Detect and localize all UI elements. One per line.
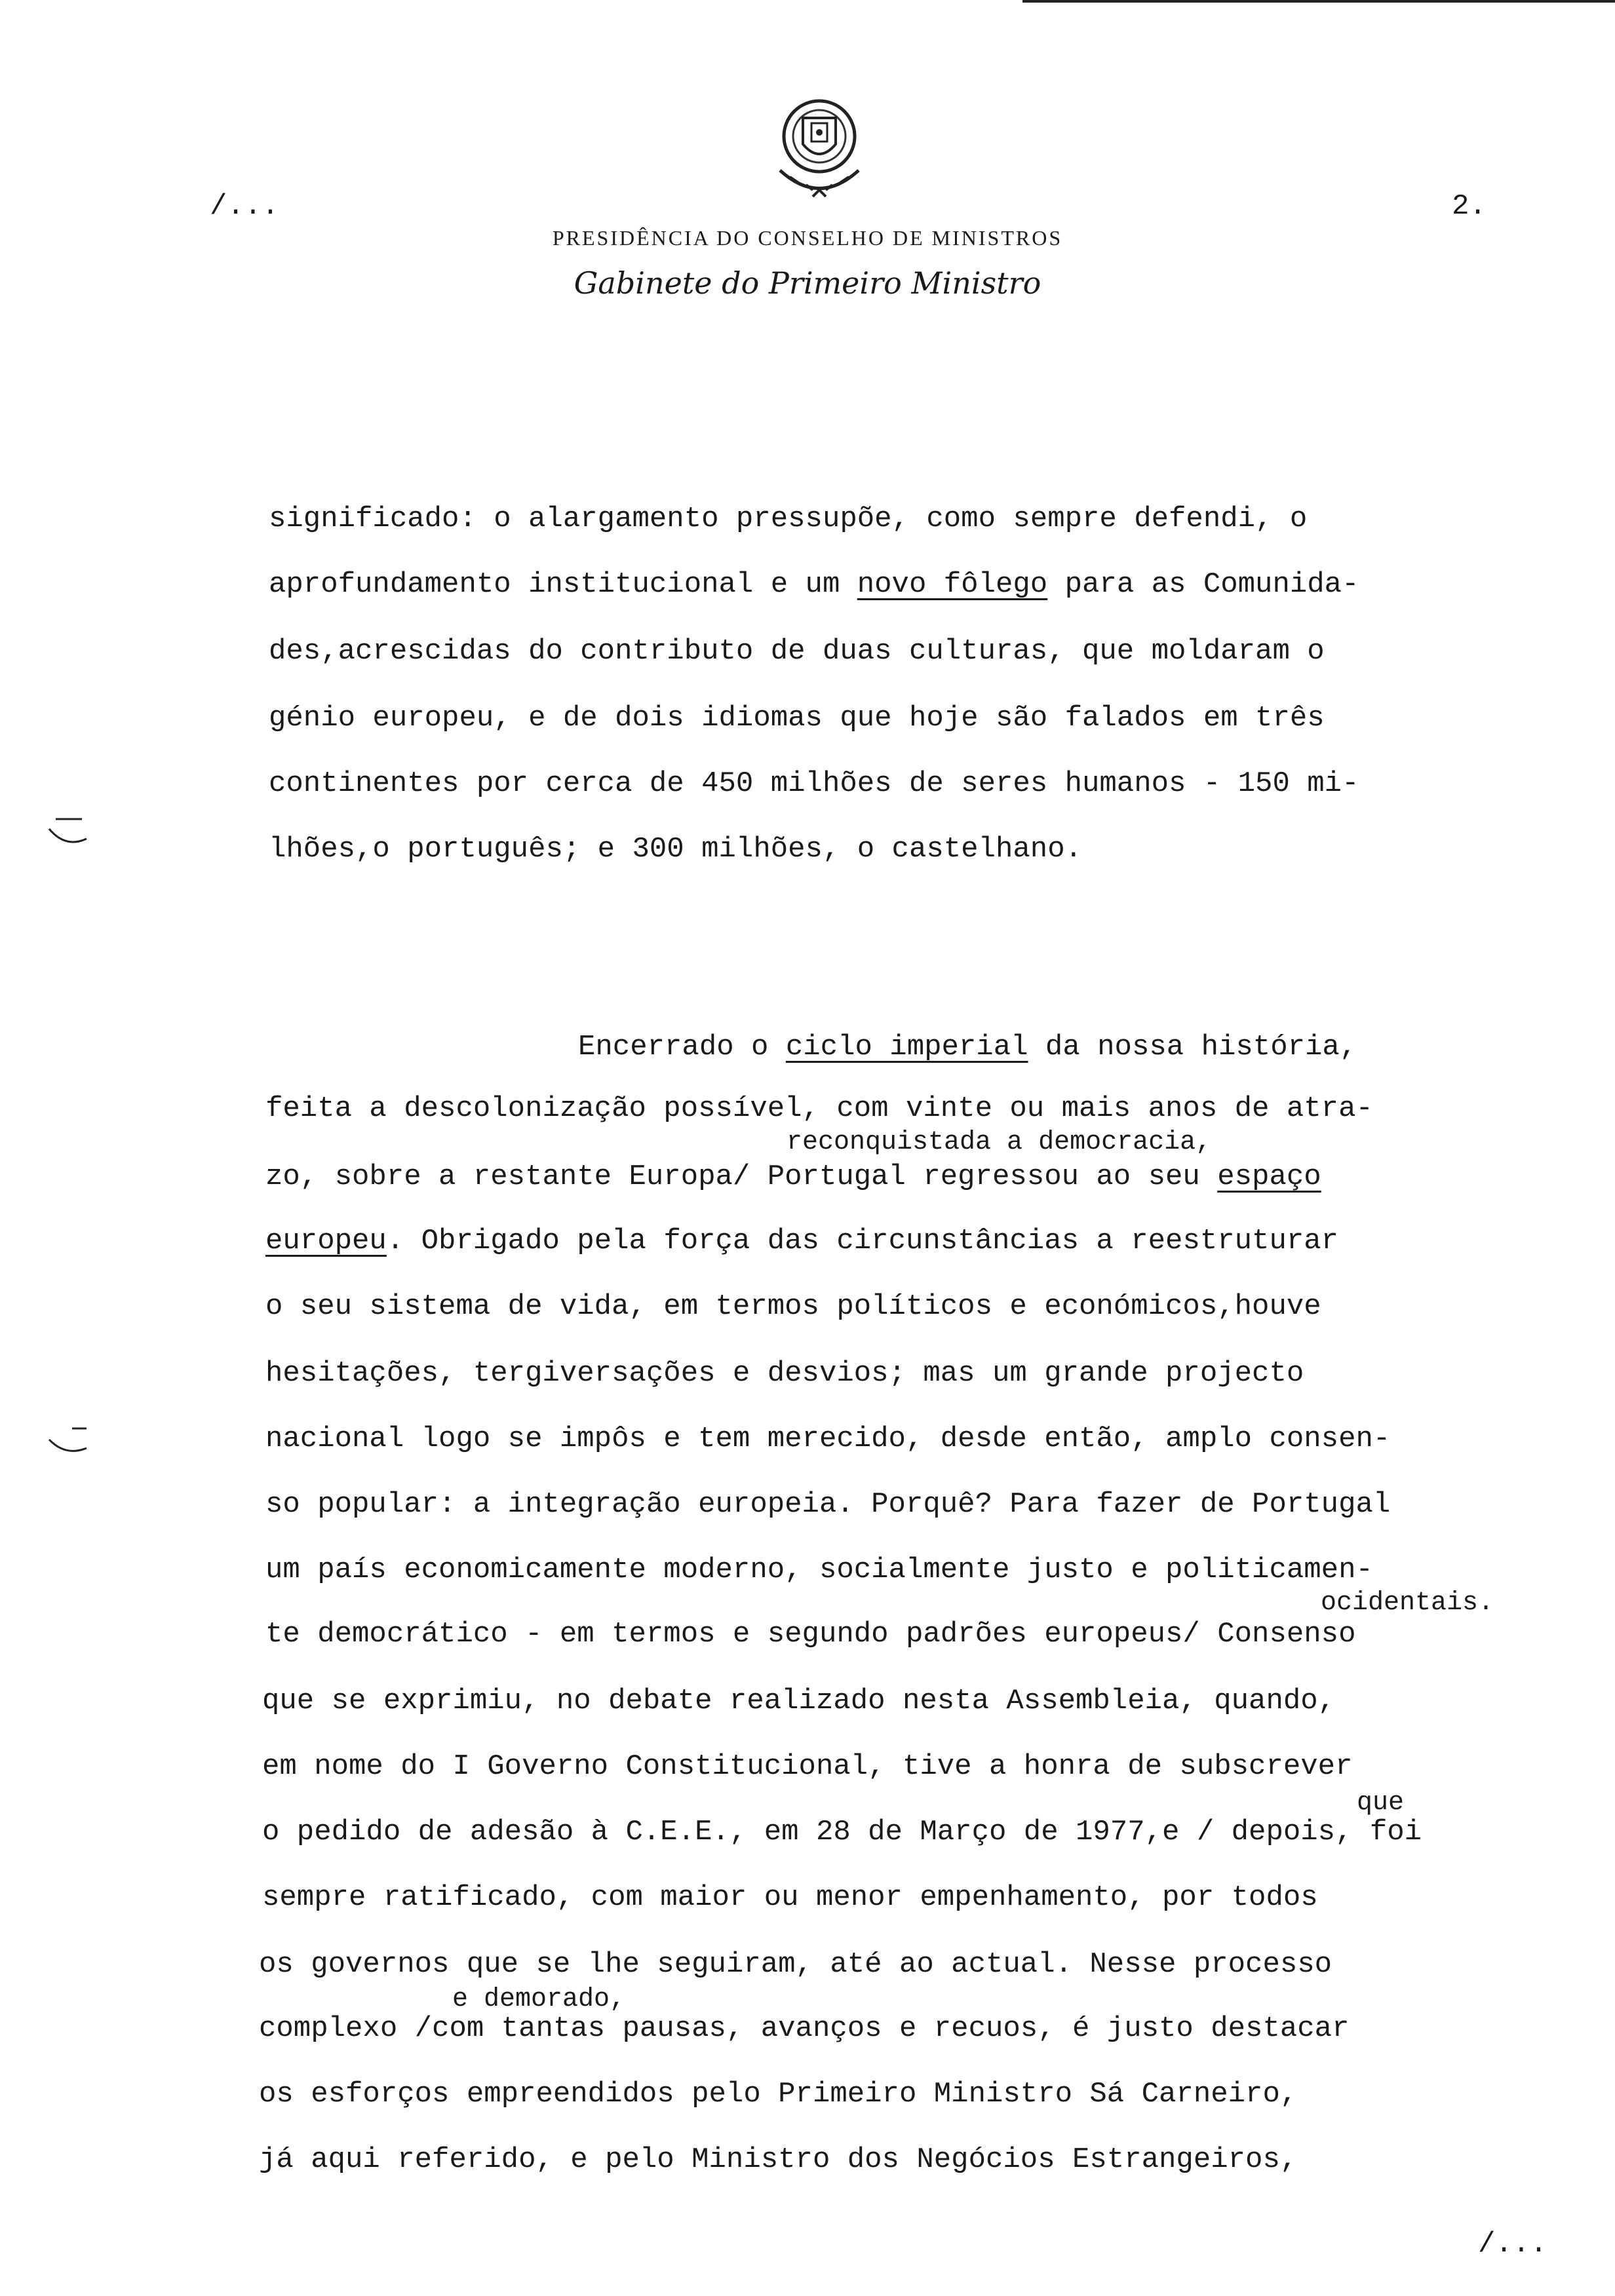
paragraph-line: génio europeu, e de dois idiomas que hoje são falados em três — [269, 702, 1325, 735]
underlined-phrase: espaço — [1217, 1160, 1321, 1193]
paragraph-line: europeu. Obrigado pela força das circunstâncias a reestruturar — [265, 1225, 1339, 1257]
margin-bracket-mark — [46, 1425, 92, 1461]
paragraph-line: feita a descolonização possível, com vinte ou mais anos de atra- — [265, 1092, 1373, 1125]
paragraph-line: hesitações, tergiversações e desvios; mas um grande projecto — [265, 1357, 1304, 1390]
paragraph-line: zo, sobre a restante Europa/ Portugal regressou ao seu espaço — [265, 1160, 1321, 1193]
paragraph-line: os esforços empreendidos pelo Primeiro Ministro Sá Carneiro, — [259, 2078, 1298, 2111]
paragraph-line: so popular: a integração europeia. Porquê? Para fazer de Portugal — [265, 1488, 1391, 1521]
handwritten-insertion: que — [1357, 1788, 1405, 1818]
paragraph-line: que se exprimiu, no debate realizado nesta Assembleia, quando, — [262, 1685, 1336, 1717]
paragraph-line: lhões,o português; e 300 milhões, o castelhano. — [269, 833, 1083, 866]
institution-heading: PRESIDÊNCIA DO CONSELHO DE MINISTROS — [552, 226, 1063, 250]
paragraph-line: aprofundamento institucional e um novo fôlego para as Comunida- — [269, 568, 1359, 601]
top-border-line — [1022, 0, 1615, 3]
margin-bracket-mark — [46, 816, 92, 852]
paragraph-line: Encerrado o ciclo imperial da nossa história, — [578, 1031, 1357, 1063]
coat-of-arms-emblem — [767, 92, 872, 206]
paragraph-line: nacional logo se impôs e tem merecido, desde então, amplo consen- — [265, 1423, 1391, 1455]
paragraph-line: des,acrescidas do contributo de duas culturas, que moldaram o — [269, 635, 1325, 668]
underlined-phrase: novo fôlego — [857, 568, 1048, 601]
paragraph-line: os governos que se lhe seguiram, até ao actual. Nesse processo — [259, 1948, 1333, 1981]
handwritten-insertion: e demorado, — [452, 1985, 626, 2014]
paragraph-line: já aqui referido, e pelo Ministro dos Negócios Estrangeiros, — [259, 2143, 1298, 2176]
paragraph-line: complexo /com tantas pausas, avanços e recuos, é justo destacar — [259, 2012, 1350, 2045]
page-number: 2. — [1452, 190, 1487, 223]
paragraph-line: te democrático - em termos e segundo padrões europeus/ Consenso — [265, 1618, 1356, 1651]
handwritten-insertion: reconquistada a democracia, — [787, 1128, 1212, 1157]
paragraph-line: continentes por cerca de 450 milhões de seres humanos - 150 mi- — [269, 767, 1359, 800]
paragraph-line: significado: o alargamento pressupõe, como sempre defendi, o — [269, 503, 1308, 535]
continuation-marker-top: /... — [210, 190, 279, 223]
continuation-marker-bottom: /... — [1478, 2228, 1547, 2261]
paragraph-line: sempre ratificado, com maior ou menor empenhamento, por todos — [262, 1881, 1318, 1914]
paragraph-line: o seu sistema de vida, em termos políticos e económicos,houve — [265, 1290, 1321, 1323]
underlined-phrase: europeu — [265, 1225, 387, 1257]
underlined-phrase: ciclo imperial — [785, 1031, 1028, 1063]
handwritten-insertion: ocidentais. — [1321, 1588, 1494, 1618]
paragraph-line: o pedido de adesão à C.E.E., em 28 de Março de 1977,e / depois, foi — [262, 1816, 1422, 1848]
cabinet-subheading: Gabinete do Primeiro Ministro — [574, 265, 1041, 301]
paragraph-line: em nome do I Governo Constitucional, tive a honra de subscrever — [262, 1750, 1353, 1783]
paragraph-line: um país economicamente moderno, socialmente justo e politicamen- — [265, 1554, 1373, 1586]
